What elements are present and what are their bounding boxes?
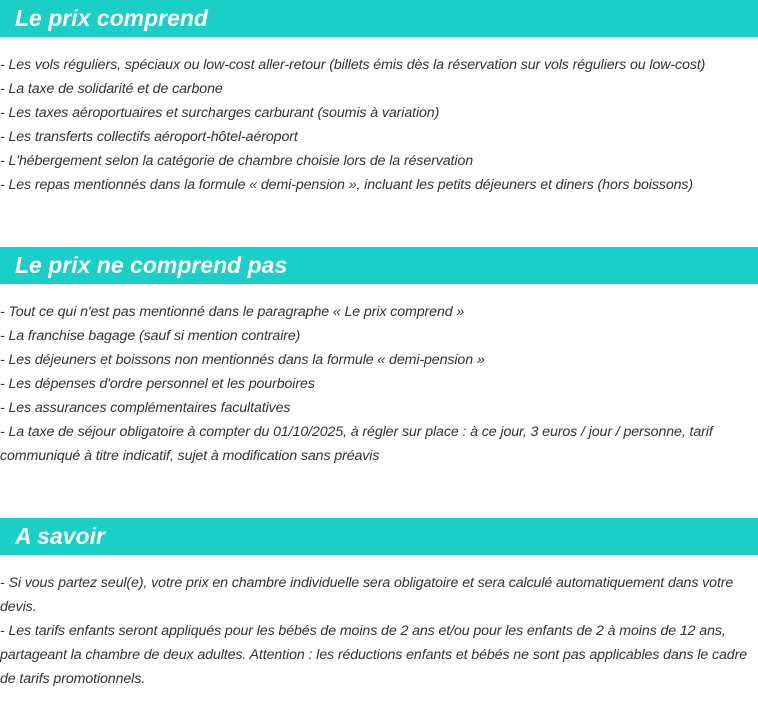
list-item: - La franchise bagage (sauf si mention contraire) xyxy=(0,328,301,344)
section-title: Le prix ne comprend pas xyxy=(0,247,758,284)
good-to-know-list xyxy=(0,571,758,691)
list-item: - La taxe de séjour obligatoire à compter du 01/10/2025, à régler sur place : à ce jour, 3 euros / jour / personne, tarif communiqué à titre indicatif, sujet à modification sans préavis xyxy=(0,424,713,464)
list-item: - Les repas mentionnés dans la formule « demi-pension », incluant les petits déjeuners et diners (hors boissons) xyxy=(0,177,694,193)
section-title: A savoir xyxy=(0,518,758,555)
list-item: - Les vols réguliers, spéciaux ou low-cost aller-retour (billets émis dès la réservation sur vols réguliers ou low-cost) xyxy=(0,57,706,73)
list-item: - L'hébergement selon la catégorie de chambre choisie lors de la réservation xyxy=(0,153,474,169)
includes-list xyxy=(0,53,758,197)
list-item: - Les tarifs enfants seront appliqués pour les bébés de moins de 2 ans et/ou pour les enfants de 2 à moins de 12 ans, partageant la chambre de deux adultes. Attention : les réductions enfants et bébés ne sont pas applicables dans le cadre de tarifs promotionnels. xyxy=(0,623,748,687)
list-item: - Si vous partez seul(e), votre prix en chambre individuelle sera obligatoire et sera calculé automatiquement dans votre devis. xyxy=(0,575,734,615)
section-price-includes xyxy=(0,0,758,197)
list-item: - Les dépenses d'ordre personnel et les pourboires xyxy=(0,376,315,392)
list-item: - Les transferts collectifs aéroport-hôtel-aéroport xyxy=(0,129,298,145)
list-item: - Les assurances complémentaires facultatives xyxy=(0,400,291,416)
section-good-to-know xyxy=(0,518,758,691)
list-item: - La taxe de solidarité et de carbone xyxy=(0,81,223,97)
section-price-excludes xyxy=(0,247,758,468)
list-item: - Tout ce qui n'est pas mentionné dans le paragraphe « Le prix comprend » xyxy=(0,304,465,320)
section-title: Le prix comprend xyxy=(0,0,758,37)
list-item: - Les taxes aéroportuaires et surcharges carburant (soumis à variation) xyxy=(0,105,440,121)
list-item: - Les déjeuners et boissons non mentionnés dans la formule « demi-pension » xyxy=(0,352,485,368)
excludes-list xyxy=(0,300,758,468)
